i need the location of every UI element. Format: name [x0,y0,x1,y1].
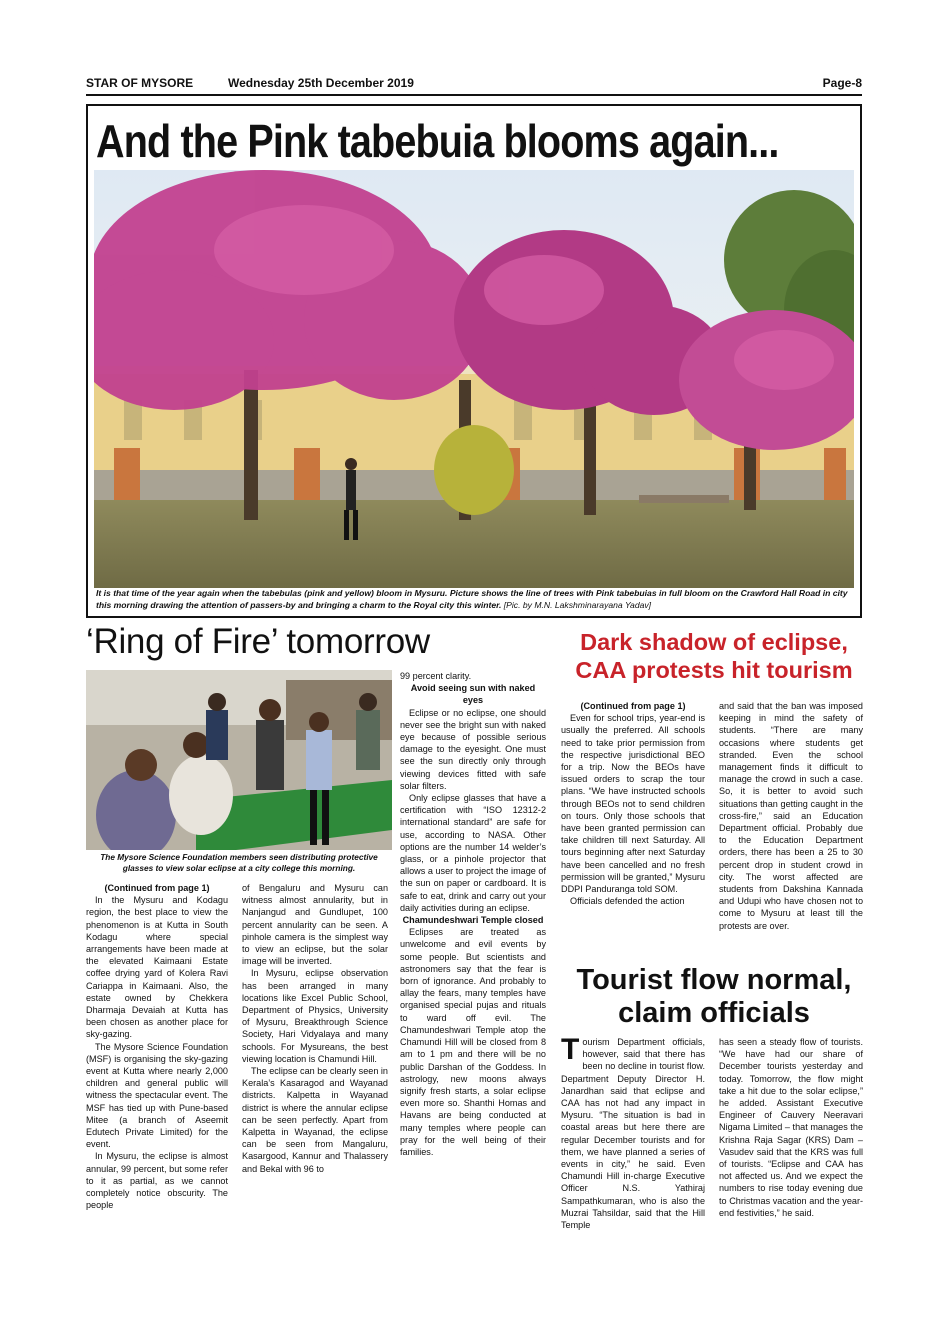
ring-col3-lead: 99 percent clarity. [400,671,472,681]
issue-date: Wednesday 25th December 2019 [228,76,414,90]
ring-col3-paragraph: Only eclipse glasses that have a certification with “ISO 12312-2 international standard” are safe for use, according to NASA. Other options are the number 14 welder’s glass, or a pinhole projector that allows a user to project the image of the sun on paper or cardboard. It is safe to eat, drink and carry out your daily activities during an eclipse. [400,793,546,913]
dark-shadow-headline: Dark shadow of eclipse, CAA protests hit tourism [575,629,853,683]
science-foundation-caption: The Mysore Science Foundation members seen distributing protective glasses to view solar eclipse at a city college this morning. [100,852,378,873]
tourist-col1-text: ourism Department officials, however, said that there has been no decline in tourist flow. Department Deputy Director H. Janardhan said that eclipse and CAA has not had any impact in Mysuru. “The situation is bad in coastal areas but here there are regular December tourists and for them, we have planned a series of events in city,” he said. Even Chamundi Hill in-charge Executive Officer N.S. Yathiraj Sampathkumaran, who is also the Muzrai Tahsildar, said that the Hill Temple [561,1037,705,1231]
tourist-col2-paragraph: has seen a steady flow of tourists. “We have had our share of December tourists yesterday and today. Tomorrow, the flow might take a hit due to the solar eclipse,” he added. Assistant Executive Engineer of Cauvery Neeravari Nigama Limited – that manages the Krishna Raja Sagar (KRS) Dam – Vasudev said that the KRS was full of tourists. “Eclipse and CAA has not affected us. And we expect the numbers to rise today evening due to Christmas vacation and the year-end festivities,” he said. [719,1037,863,1218]
ring-column-3 [400,670,546,1158]
tourist-col1-paragraph [561,1033,705,1231]
ring-col2-paragraph: In Mysuru, eclipse observation has been arranged in many locations like Excel Public School, Department of Physics, University of Mysuru, Breakthrough Science Society, Hari Vidyalaya and many schools. For Mysureans, the best viewing location is Chamundi Hill. [242,968,388,1064]
feature-box [86,104,862,618]
ring-col3-paragraph: Eclipses are treated as unwelcome and evil events by some people. But scientists and astronomers say that the fear is born of ignorance. And probably to allay the fears, many temples have organised special pujas and rituals to ward off evil. The Chamundeshwari Temple atop the Chamundi Hill will be closed from 8 am to 1 pm and there will be no public Darshan of the Goddess. In astrology, new moons always signify fresh starts, a solar eclipse even more so. Shanthi Homas and Havans are being conducted at many temples where people can pray for the well being of their families. [400,927,546,1157]
ring-continued-label: (Continued from page 1) [104,883,210,893]
dark-continued-label: (Continued from page 1) [580,701,686,711]
masthead [86,76,862,92]
tourist-column-2 [719,1036,863,1219]
ring-column-2 [242,882,388,1175]
ring-column-1 [86,882,228,1211]
dark-column-1 [561,700,705,907]
tabebuia-photo [94,170,854,588]
dark-col2-paragraph: and said that the ban was imposed keeping in mind the safety of students. “There are many occasions where students get stranded. Even the school management finds it difficult to manage the crowd in such a case. So, it is better to avoid such situations than getting caught in the cross-fire,” said an Education Department official. Probably due to the Education Department orders, there has been a 25 to 30 percent drop in student crowd in city. The worst affected are students from Dakshina Kannada and Udupi who have chosen not to come to Mysuru at least till the protests are over. [719,701,863,931]
ring-of-fire-headline: ‘Ring of Fire’ tomorrow [86,622,430,661]
feature-caption-text: It is that time of the year again when the tabebulas (pink and yellow) bloom in Mysuru. Picture shows the line of trees with Pink tabebuias in full bloom on the Crawford Hall Road in city this morning drawing the attention of passers-by and bringing a charm to the Royal city this winter. [96,588,848,610]
photo-credit: [Pic. by M.N. Lakshminarayana Yadav] [503,600,652,610]
feature-headline: And the Pink tabebuia blooms again... [96,115,779,167]
dark-column-2 [719,700,863,932]
ring-col2-paragraph: of Bengaluru and Mysuru can witness almost annularity, but in Nanjangud and Gundlupet, 100 percent annularity can be seen. A pinhole camera is the simplest way to view an eclipse, but the solar image will be inverted. [242,883,388,967]
ring-col1-paragraph: In Mysuru, the eclipse is almost annular, 99 percent, but some refer to it as partial, as we cannot completely notice obscurity. The people [86,1151,228,1211]
dark-col1-paragraph: Even for school trips, year-end is usually the preferred. All schools need to take prior permission from the respective jurisdictional BEO for a trip. Now the BEOs have issued orders to scrap the tour plans. “We have instructed schools through BEOs not to send children on tours. Only those schools that have been granted permission can take children till next Saturday. All tours beginning after next Saturday have been cancelled and no fresh permission will be granted,” Mysuru DDPI Panduranga told SOM. [561,713,705,895]
feature-caption [96,587,856,611]
ring-col1-paragraph: In the Mysuru and Kodagu region, the best place to view the phenomenon is at Kutta in South Kodagu where special arrangements have been made at the elevated Kaimaani Estate coffee drying yard of Kolera Ravi Cariappa in Kaimaani. Also, the estate owned by Chekkera Dharmaja Devaiah at Kutta has been chosen as another place for sky-gazing. [86,895,228,1040]
tourist-column-1 [561,1033,705,1231]
subhead-temple-closed: Chamundeshwari Temple closed [402,915,544,926]
tourist-flow-headline: Tourist flow normal, claim officials [576,964,852,1029]
ring-col3-paragraph: Eclipse or no eclipse, one should never see the bright sun with naked eye because of possible serious damage to the eyesight. One must see the sun directly only through viewing devices fitted with safe solar filters. [400,707,546,791]
masthead-rule [86,94,862,96]
tabebuia-photo-illustration [94,170,854,588]
newspaper-name: STAR OF MYSORE [86,76,194,90]
dark-col1-paragraph: Officials defended the action [570,896,685,907]
subhead-avoid-sun: Avoid seeing sun with naked eyes [410,683,536,706]
science-foundation-photo-illustration [86,670,392,850]
ring-col2-paragraph: The eclipse can be clearly seen in Kerala’s Kasaragod and Wayanad districts. Kalpetta in Wayanad district is where the annular eclipse can be seen perfectly. Apart from Kalpetta in Wayanad, the eclipse can be seen from Mangaluru, Kasargood, Kannur and Thalassery and Bekal with 96 to [242,1066,388,1174]
page-number: Page-8 [822,76,862,90]
science-foundation-photo [86,670,392,850]
ring-col1-paragraph: The Mysore Science Foundation (MSF) is organising the sky-gazing event at Kutta where nearly 2,000 children and general public will witness the spectacular event. The MSF has tied up with Pune-based Mitee (a branch of Aseemit Edutech Private Limited) for the event. [86,1041,228,1150]
drop-cap: T [561,1033,580,1066]
